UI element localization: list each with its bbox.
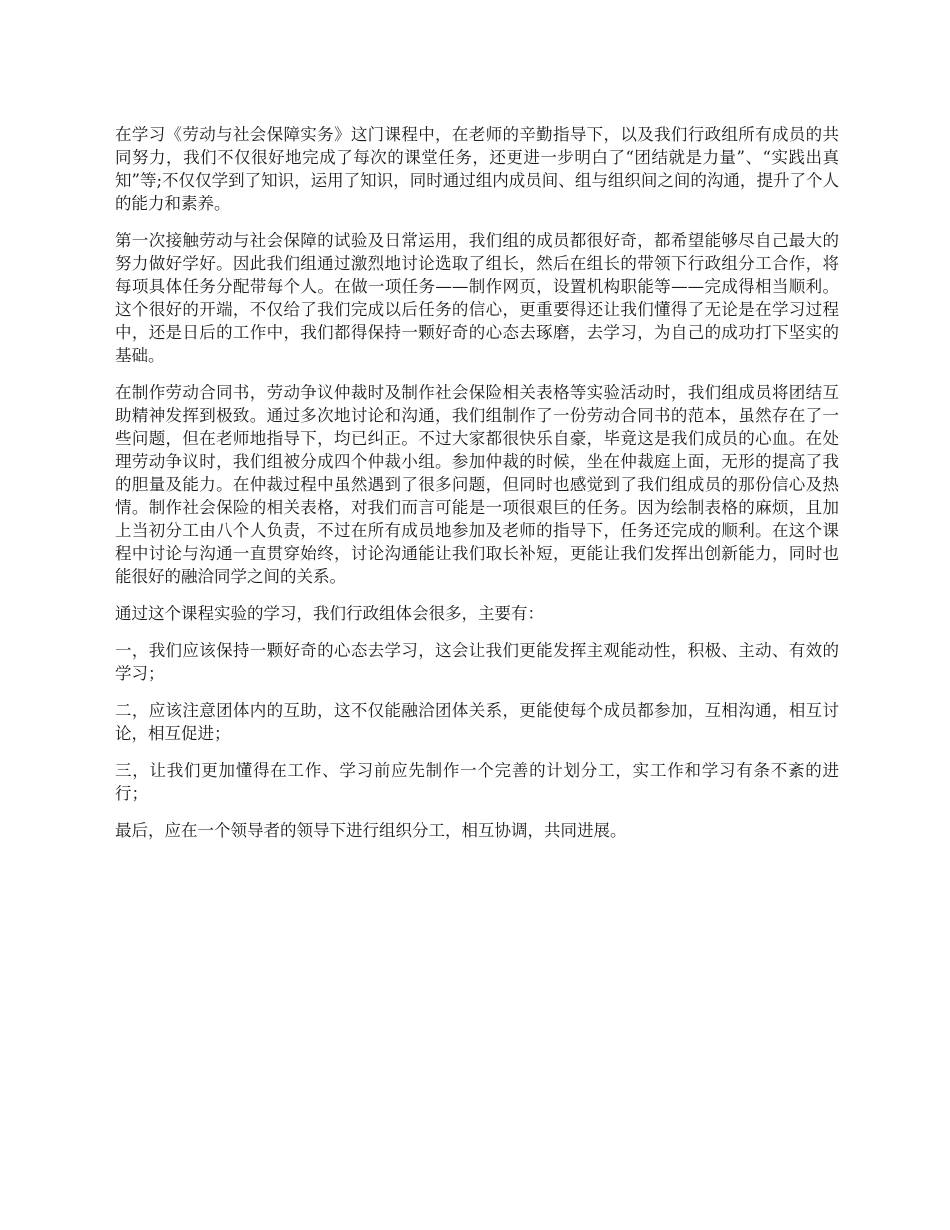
paragraph-conclusion: 最后，应在一个领导者的领导下进行组织分工，相互协调，共同进展。 [115, 821, 627, 840]
paragraph-labor-contract: 在制作劳动合同书，劳动争议仲裁时及制作社会保险相关表格等实验活动时，我们组成员将团结互助精神发挥到极致。通过多次地讨论和沟通，我们组制作了一份劳动合同书的范本，虽然存在了一些问题，但在老师地指导下，均已纠正。不过大家都很快乐自豪，毕竟这是我们成员的心血。在处理劳动争议时，我们组被分成四个仲裁小组。参加仲裁的时候，坐在仲裁庭上面，无形的提高了我的胆量及能力。在仲裁过程中虽然遇到了很多问题，但同时也感觉到了我们组成员的那份信心及热情。制作社会保险的相关表格，对我们而言可能是一项很艰巨的任务。因为绘制表格的麻烦，且加上当初分工由八个人负责，不过在所有成员地参加及老师的指导下，任务还完成的顺利。在这个课程中讨论与沟通一直贯穿始终，讨论沟通能让我们取长补短，更能让我们发挥出创新能力，同时也能很好的融洽同学之间的关系。 [115, 383, 839, 586]
paragraph-intro: 在学习《劳动与社会保障实务》这门课程中，在老师的辛勤指导下，以及我们行政组所有成员的共同努力，我们不仅很好地完成了每次的课堂任务，还更进一步明白了“团结就是力量”、“实践出真知”等;不仅仅学到了知识，运用了知识，同时通过组内成员间、组与组织间之间的沟通，提升了个人的能力和素养。 [115, 125, 839, 213]
document-body [115, 123, 839, 856]
paragraph-point-three: 三，让我们更加懂得在工作、学习前应先制作一个完善的计划分工，实工作和学习有条不紊的进行； [115, 761, 839, 803]
paragraph-first-contact: 第一次接触劳动与社会保障的试验及日常运用，我们组的成员都很好奇，都希望能够尽自己最大的努力做好学好。因此我们组通过激烈地讨论选取了组长，然后在组长的带领下行政组分工合作，将每项具体任务分配带每个人。在做一项任务——制作网页，设置机构职能等——完成得相当顺利。这个很好的开端，不仅给了我们完成以后任务的信心，更重要得还让我们懂得了无论是在学习过程中，还是日后的工作中，我们都得保持一颗好奇的心态去琢磨，去学习，为自己的成功打下坚实的基础。 [115, 231, 839, 365]
paragraph-point-one: 一，我们应该保持一颗好奇的心态去学习，这会让我们更能发挥主观能动性，积极、主动、有效的学习； [115, 641, 839, 683]
paragraph-summary-lead: 通过这个课程实验的学习，我们行政组体会很多，主要有： [115, 604, 544, 623]
paragraph-point-two: 二，应该注意团体内的互助，这不仅能融洽团体关系，更能使每个成员都参加，互相沟通，相互讨论，相互促进； [115, 701, 839, 743]
